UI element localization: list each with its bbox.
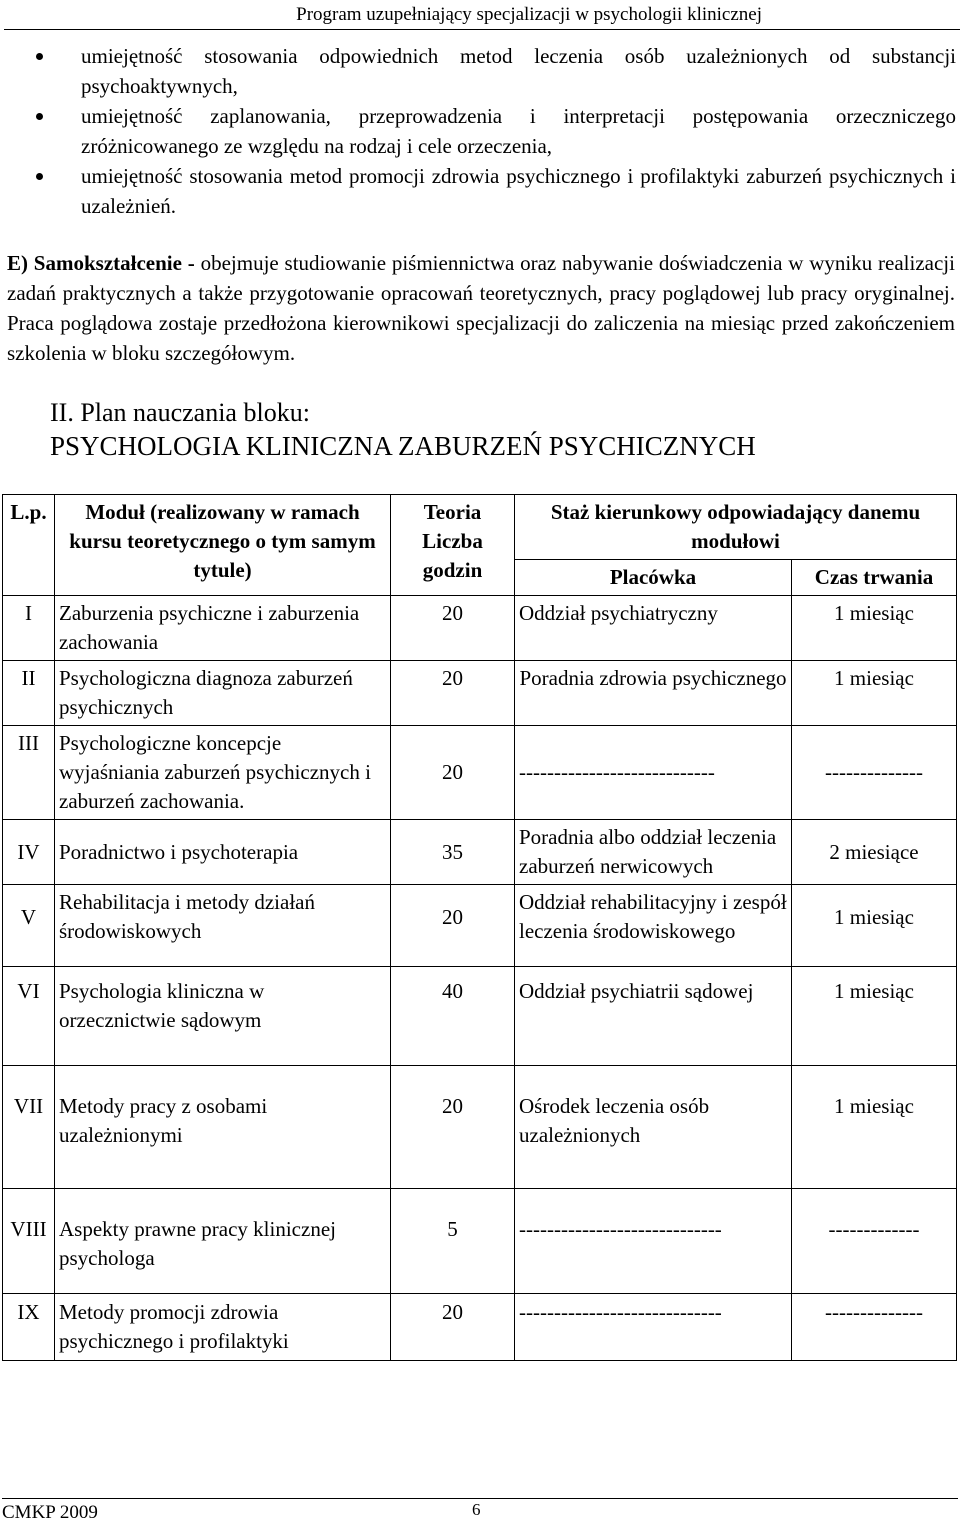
- skills-bullet-list: [36, 41, 956, 221]
- footer-publisher: CMKP 2009: [2, 1502, 98, 1523]
- header-place: Placówka: [515, 560, 792, 596]
- header-duration: Czas trwania: [792, 560, 957, 596]
- table-row: VII Metody pracy z osobami uzależnionymi 20 Ośrodek leczenia osób uzależnionych 1 miesiąc: [3, 1066, 957, 1189]
- table-row: I Zaburzenia psychiczne i zaburzenia zachowania 20 Oddział psychiatryczny 1 miesiąc: [3, 596, 957, 661]
- self-education-text: obejmuje studiowanie piśmiennictwa oraz nabywanie doświadczenia w wyniku realizacji zadań praktycznych a także przygotowanie opracowań teoretycznych, pracy poglądowej lub pracy oryginalnej. Praca poglądowa zostaje przedłożona kierownikowi specjalizacji do zaliczenia na miesiąc przed zakończeniem szkolenia w bloku szczegółowym.: [7, 251, 955, 365]
- table-row: VI Psychologia kliniczna w orzecznictwie sądowym 40 Oddział psychiatrii sądowej 1 miesiąc: [3, 967, 957, 1066]
- header-internship: Staż kierunkowy odpowiadający danemu modułowi: [515, 495, 957, 560]
- table-row: III Psychologiczne koncepcje wyjaśniania zaburzeń psychicznych i zaburzeń zachowania. 20 ---------------------------- --------------: [3, 726, 957, 820]
- table-row: IX Metody promocji zdrowia psychicznego i profilaktyki 20 ----------------------------- --------------: [3, 1294, 957, 1361]
- self-education-label: E) Samokształcenie -: [7, 251, 195, 275]
- bullet-dot-icon: [36, 173, 43, 180]
- page-number: 6: [472, 1500, 481, 1519]
- section-title: PSYCHOLOGIA KLINICZNA ZABURZEŃ PSYCHICZNYCH: [50, 431, 756, 461]
- header-module: Moduł (realizowany w ramach kursu teoretycznego o tym samym tytule): [55, 495, 391, 596]
- bullet-item: umiejętność stosowania metod promocji zdrowia psychicznego i profilaktyki zaburzeń psychicznych i uzależnień.: [36, 161, 956, 221]
- table-row: V Rehabilitacja i metody działań środowiskowych 20 Oddział rehabilitacyjny i zespół leczenia środowiskowego 1 miesiąc: [3, 885, 957, 967]
- bullet-item: umiejętność zaplanowania, przeprowadzenia i interpretacji postępowania orzeczniczego zróżnicowanego ze względu na rodzaj i cele orzeczenia,: [36, 101, 956, 161]
- header-hours: Teoria Liczba godzin: [391, 495, 515, 596]
- running-header: Program uzupełniający specjalizacji w psychologii klinicznej: [296, 4, 762, 25]
- bullet-dot-icon: [36, 113, 43, 120]
- bullet-item: umiejętność stosowania odpowiednich metod leczenia osób uzależnionych od substancji psychoaktywnych,: [36, 41, 956, 101]
- footer-rule: [2, 1498, 958, 1499]
- bullet-dot-icon: [36, 53, 43, 60]
- curriculum-table: [2, 494, 957, 1361]
- header-rule: [4, 29, 960, 30]
- section-heading: II. Plan nauczania bloku:: [50, 398, 310, 427]
- table-row: VIII Aspekty prawne pracy klinicznej psychologa 5 ----------------------------- -------------: [3, 1189, 957, 1294]
- table-row: IV Poradnictwo i psychoterapia 35 Poradnia albo oddział leczenia zaburzeń nerwicowych 2 miesiące: [3, 820, 957, 885]
- header-lp: L.p.: [3, 495, 55, 596]
- self-education-paragraph: [7, 248, 955, 368]
- table-row: II Psychologiczna diagnoza zaburzeń psychicznych 20 Poradnia zdrowia psychicznego 1 miesiąc: [3, 661, 957, 726]
